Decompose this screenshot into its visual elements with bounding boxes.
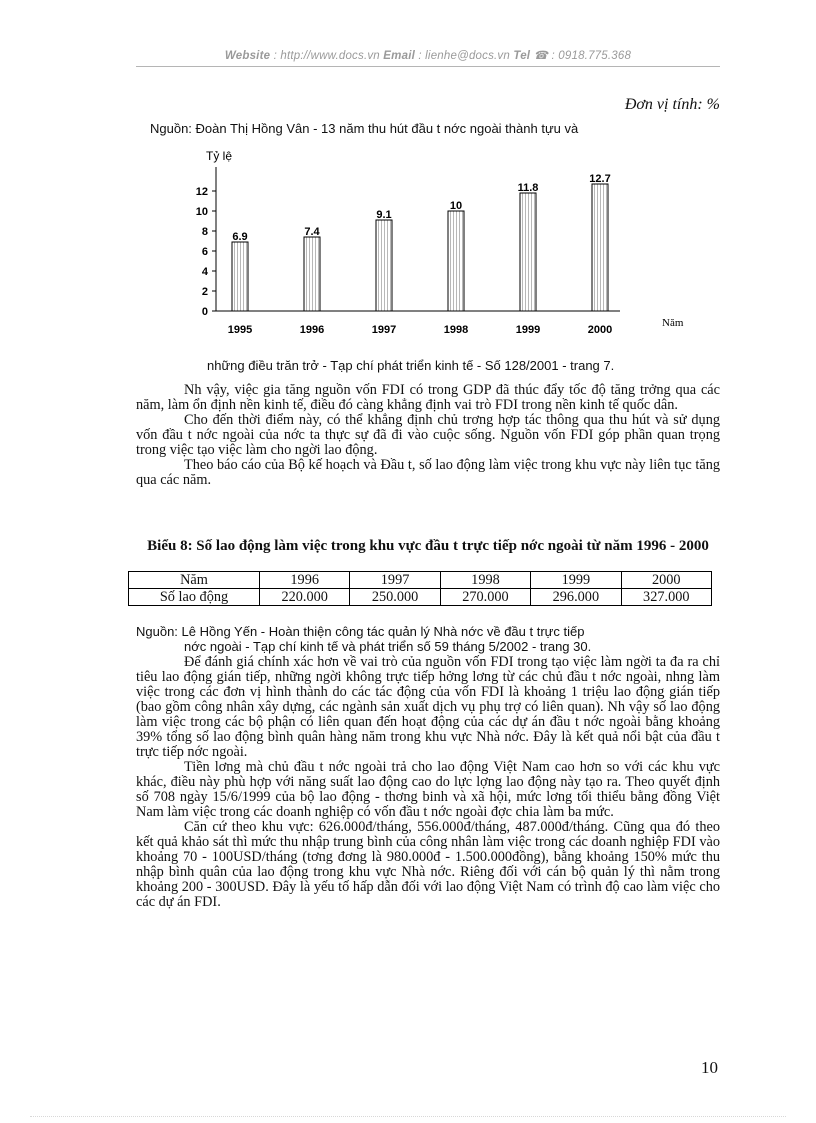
tel-label: Tel	[513, 50, 531, 62]
table-header-cell: 1999	[531, 572, 621, 589]
x-tick-label: 2000	[587, 324, 613, 336]
x-axis-label: Năm	[662, 317, 684, 329]
table-cell: 296.000	[531, 589, 621, 606]
data-label: 12.7	[589, 173, 611, 185]
page-header	[136, 48, 720, 62]
tel-value: ☎ : 0918.775.368	[533, 50, 632, 62]
table-cell: 220.000	[260, 589, 350, 606]
data-label: 10	[449, 200, 463, 212]
paragraph: Theo báo cáo của Bộ kế hoạch và Đầu t, số lao động làm việc trong khu vực này liên tục tăng qua các năm.	[136, 457, 720, 488]
table-cell: Số lao động	[129, 589, 260, 606]
labor-table	[128, 571, 712, 606]
body-text-section-2	[136, 655, 720, 910]
y-tick-label: 10	[195, 206, 208, 218]
bar-1997	[376, 220, 392, 311]
data-label: 6.9	[232, 231, 248, 243]
table-caption: Biểu 8: Số lao động làm việc trong khu vực đầu t trực tiếp nớc ngoài từ năm 1996 - 2000	[147, 538, 709, 554]
bar-1995	[232, 242, 248, 311]
page-number: 10	[701, 1058, 718, 1077]
table-header-cell: 1997	[350, 572, 440, 589]
data-label: 9.1	[376, 209, 392, 221]
table-header-cell: Năm	[129, 572, 260, 589]
paragraph: Cho đến thời điểm này, có thể khẳng định chủ trơng hợp tác thông qua thu hút và sử dụng vốn đầu t nớc ngoài của nớc ta thực sự đã đi vào cuộc sống. Nguồn vốn FDI góp phần quan trọng trong việc tạo việc làm cho ngời lao động.	[136, 412, 720, 458]
website-value: : http://www.docs.vn	[273, 50, 380, 62]
table-header-cell: 1996	[260, 572, 350, 589]
header-divider	[136, 66, 720, 67]
footer-divider	[30, 1116, 786, 1117]
body-text-section-1	[136, 383, 720, 488]
website-label: Website	[224, 50, 271, 62]
table-header-cell: 2000	[621, 572, 711, 589]
table-cell: 270.000	[440, 589, 530, 606]
paragraph: Tiền lơng mà chủ đầu t nớc ngoài trả cho lao động Việt Nam cao hơn so với các khu vực khác, điều này phù hợp với năng suất lao động cao do lực lợng lao động này tạo ra. Theo quyết định số 708 ngày 15/6/1999 của bộ lao động - thơng binh và xã hội, mức lơng tối thiểu bằng đồng Việt Nam làm việc trong các doanh nghiệp có vốn đầu t nớc ngoài đợc chia làm ba mức.	[136, 759, 720, 820]
y-axis-label: Tỷ lệ	[206, 149, 233, 163]
table-cell: 327.000	[621, 589, 711, 606]
chart-source-line-1: Nguồn: Đoàn Thị Hồng Vân - 13 năm thu hút đầu t nớc ngoài thành tựu và	[150, 121, 579, 136]
x-tick-label: 1997	[371, 324, 397, 336]
email-value: : lienhe@docs.vn	[418, 50, 510, 62]
unit-label: Đơn vị tính: %	[624, 96, 720, 113]
y-tick-label: 0	[201, 306, 208, 318]
paragraph: Để đánh giá chính xác hơn về vai trò của nguồn vốn FDI trong tạo việc làm ngời ta đa ra chỉ tiêu lao động gián tiếp, những ngời không trực tiếp hởng lơng từ các chủ đầu t nớc ngoài, nhng làm việc trong các đơn vị hình thành do các tác động của vốn FDI là khoảng 1 triệu lao động gián tiếp (bao gồm công nhân xây dựng, các ngành sản xuất dịch vụ phụ trợ có liên quan). Nh vậy số lao động làm việc trong các bộ phận có liên quan đến hoạt động của các dự án đầu t nớc ngoài bằng khoảng 39% tổng số lao động bình quân hàng năm trong khu vực Nhà nớc. Đây là kết quả nổi bật của đầu t trực tiếp nớc ngoài.	[136, 654, 720, 760]
x-tick-label: 1998	[443, 324, 469, 336]
email-label: Email	[383, 50, 415, 62]
x-tick-label: 1999	[515, 324, 541, 336]
y-tick-label: 2	[201, 286, 208, 298]
table-cell: 250.000	[350, 589, 440, 606]
table-source-line-1: Nguồn: Lê Hồng Yến - Hoàn thiện công tác quản lý Nhà nớc về đầu t trực tiếp	[136, 624, 585, 639]
data-label: 7.4	[304, 226, 320, 238]
bar-chart	[150, 145, 710, 345]
paragraph: Căn cứ theo khu vực: 626.000đ/tháng, 556.000đ/tháng, 487.000đ/tháng. Cũng qua đó theo kết quả khảo sát thì mức thu nhập trung bình của công nhân làm việc trong các doanh nghiệp FDI vào khoảng 70 - 100USD/tháng (tơng đơng là 980.000đ - 1.500.000đồng), bằng khoảng 150% mức thu nhập bình quân của lao động trong khu vực Nhà nớc. Riêng đối với cán bộ quản lý thì nằm trong khoảng 200 - 300USD. Đây là yếu tố hấp dẫn đối với lao động Việt Nam có trình độ cao làm việc cho các dự án FDI.	[136, 819, 720, 910]
y-tick-label: 4	[201, 266, 208, 278]
table-source-line-2: nớc ngoài - Tạp chí kinh tế và phát triển số 59 tháng 5/2002 - trang 30.	[184, 639, 592, 654]
y-tick-label: 6	[201, 246, 208, 258]
bar-1998	[448, 211, 464, 311]
chart-source-line-2: những điều trăn trở - Tạp chí phát triển kinh tế - Số 128/2001 - trang 7.	[207, 358, 615, 373]
bar-1999	[520, 193, 536, 311]
bar-1996	[304, 237, 320, 311]
paragraph: Nh vậy, việc gia tăng nguồn vốn FDI có trong GDP đã thúc đẩy tốc độ tăng trởng qua các năm, làm ổn định nền kinh tế, điều đó càng khẳng định vai trò FDI trong nền kinh tế quốc dân.	[136, 382, 720, 413]
x-tick-label: 1996	[299, 324, 325, 336]
table-row	[129, 589, 712, 606]
table-header-cell: 1998	[440, 572, 530, 589]
bar-2000	[592, 184, 608, 311]
data-label: 11.8	[517, 182, 539, 194]
y-tick-label: 8	[201, 226, 208, 238]
x-tick-label: 1995	[227, 324, 253, 336]
y-tick-label: 12	[195, 186, 208, 198]
table-header-row	[129, 572, 712, 589]
